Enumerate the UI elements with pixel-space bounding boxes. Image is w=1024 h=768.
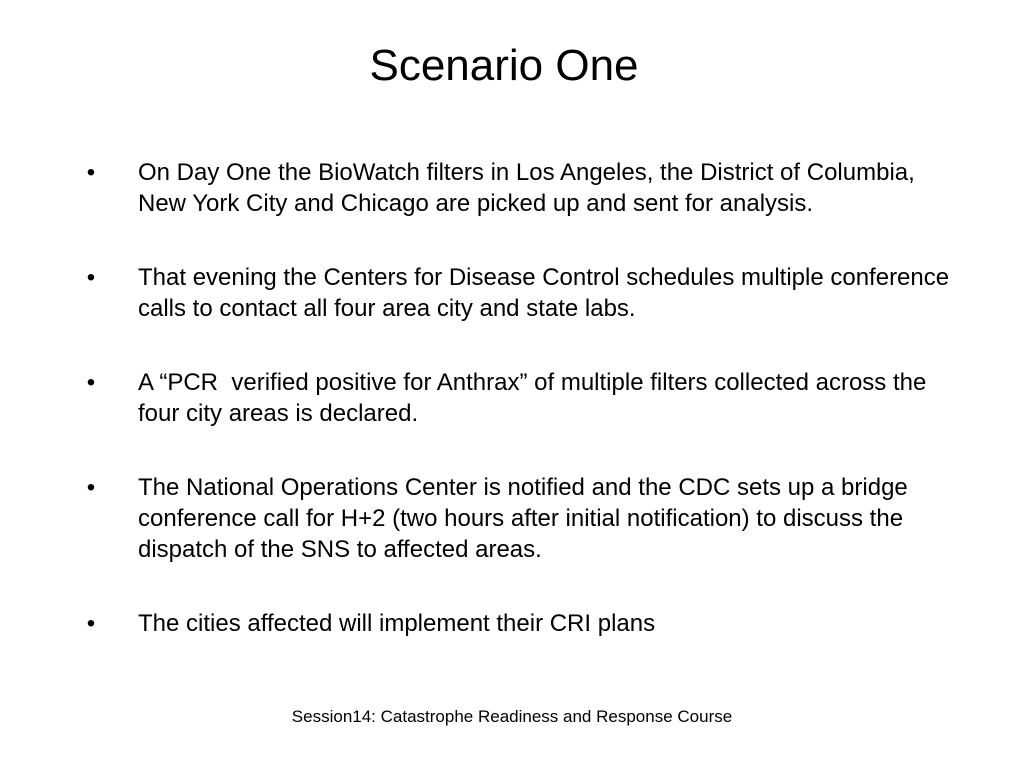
bullet-item-4: [0, 472, 1024, 565]
bullet-item-5: [0, 608, 1024, 639]
slide-footer: Session14: Catastrophe Readiness and Response Course: [291, 707, 733, 726]
bullet-icon: •: [86, 159, 96, 186]
bullet-text: The National Operations Center is notified and the CDC sets up a bridge conference call for H+2 (two hours after initial notification) to discuss the dispatch of the SNS to affected areas.: [138, 474, 908, 563]
bullet-text: The cities affected will implement their CRI plans: [138, 610, 656, 637]
bullet-icon: •: [86, 610, 96, 637]
bullet-text: A “PCR verified positive for Anthrax” of multiple filters collected across the four city areas is declared.: [138, 369, 933, 427]
bullet-icon: •: [86, 369, 96, 396]
bullet-text: That evening the Centers for Disease Control schedules multiple conference calls to contact all four area city and state labs.: [138, 264, 950, 322]
bullet-list: [0, 157, 1024, 639]
bullet-item-2: [0, 262, 1024, 324]
bullet-item-1: [0, 157, 1024, 219]
slide-title: Scenario One: [369, 41, 639, 90]
bullet-item-3: [0, 367, 1024, 429]
bullet-icon: •: [86, 474, 96, 501]
bullet-icon: •: [86, 264, 96, 291]
bullet-text: On Day One the BioWatch filters in Los Angeles, the District of Columbia, New York City and Chicago are picked up and sent for analysis.: [138, 159, 915, 217]
